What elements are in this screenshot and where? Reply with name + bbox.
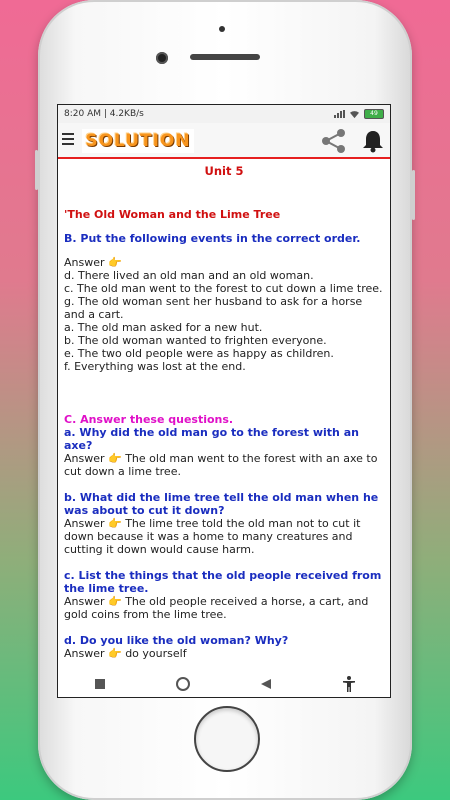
back-button[interactable] [251, 674, 281, 694]
volume-button [35, 150, 38, 190]
square-icon [95, 679, 105, 689]
app-logo [82, 129, 194, 153]
section-b-heading: B. Put the following events in the correct order. [64, 232, 361, 245]
home-button[interactable] [194, 706, 260, 772]
front-sensor [219, 26, 225, 32]
event-item: b. The old woman wanted to frighten everyone. [64, 334, 327, 347]
home-nav-button[interactable] [168, 674, 198, 694]
event-item: c. The old man went to the forest to cut down a lime tree. [64, 282, 383, 295]
accessibility-icon [342, 676, 356, 692]
section-c-heading: C. Answer these questions. [64, 413, 234, 426]
menu-icon[interactable] [62, 133, 74, 145]
event-item: d. There lived an old man and an old woman. [64, 269, 314, 282]
status-bar [58, 105, 390, 123]
question-d: d. Do you like the old woman? Why? [64, 634, 289, 647]
earpiece-speaker [190, 54, 260, 60]
back-triangle-icon [261, 679, 271, 689]
unit-title: Unit 5 [204, 164, 244, 178]
question-b: b. What did the lime tree tell the old man when he was about to cut it down? [64, 491, 379, 517]
phone-screen [57, 104, 391, 698]
app-bar [58, 123, 390, 159]
wifi-icon [349, 110, 360, 119]
question-c: c. List the things that the old people received from the lime tree. [64, 569, 382, 595]
event-item: f. Everything was lost at the end. [64, 360, 246, 373]
answer-b: Answer 👉 The lime tree told the old man not to cut it down because it was a home to many creatures and cutting it down would cause harm. [64, 517, 361, 556]
system-nav-bar [58, 671, 390, 697]
battery-icon: 49 [364, 109, 384, 119]
question-a: a. Why did the old man go to the forest with an axe? [64, 426, 359, 452]
answer-c: Answer 👉 The old people received a horse, a cart, and gold coins from the lime tree. [64, 595, 369, 621]
event-item: e. The two old people were as happy as children. [64, 347, 334, 360]
share-icon[interactable] [320, 129, 348, 153]
bell-icon[interactable] [362, 129, 384, 153]
circle-icon [176, 677, 190, 691]
logo-text: SOLUTION [85, 131, 191, 151]
answer-d: Answer 👉 do yourself [64, 647, 187, 660]
answer-a: Answer 👉 The old man went to the forest with an axe to cut down a lime tree. [64, 452, 378, 478]
answer-label: Answer 👉 [64, 256, 122, 269]
power-button [412, 170, 415, 220]
accessibility-button[interactable] [334, 674, 364, 694]
front-camera [156, 52, 168, 64]
status-time: 8:20 AM | 4.2KB/s [64, 109, 144, 119]
signal-icon [334, 110, 345, 118]
status-icons [334, 109, 384, 119]
recents-button[interactable] [85, 674, 115, 694]
lesson-title: 'The Old Woman and the Lime Tree [64, 208, 281, 221]
event-item: g. The old woman sent her husband to ask for a horse and a cart. [64, 295, 363, 321]
event-item: a. The old man asked for a new hut. [64, 321, 263, 334]
lesson-content [58, 159, 390, 671]
